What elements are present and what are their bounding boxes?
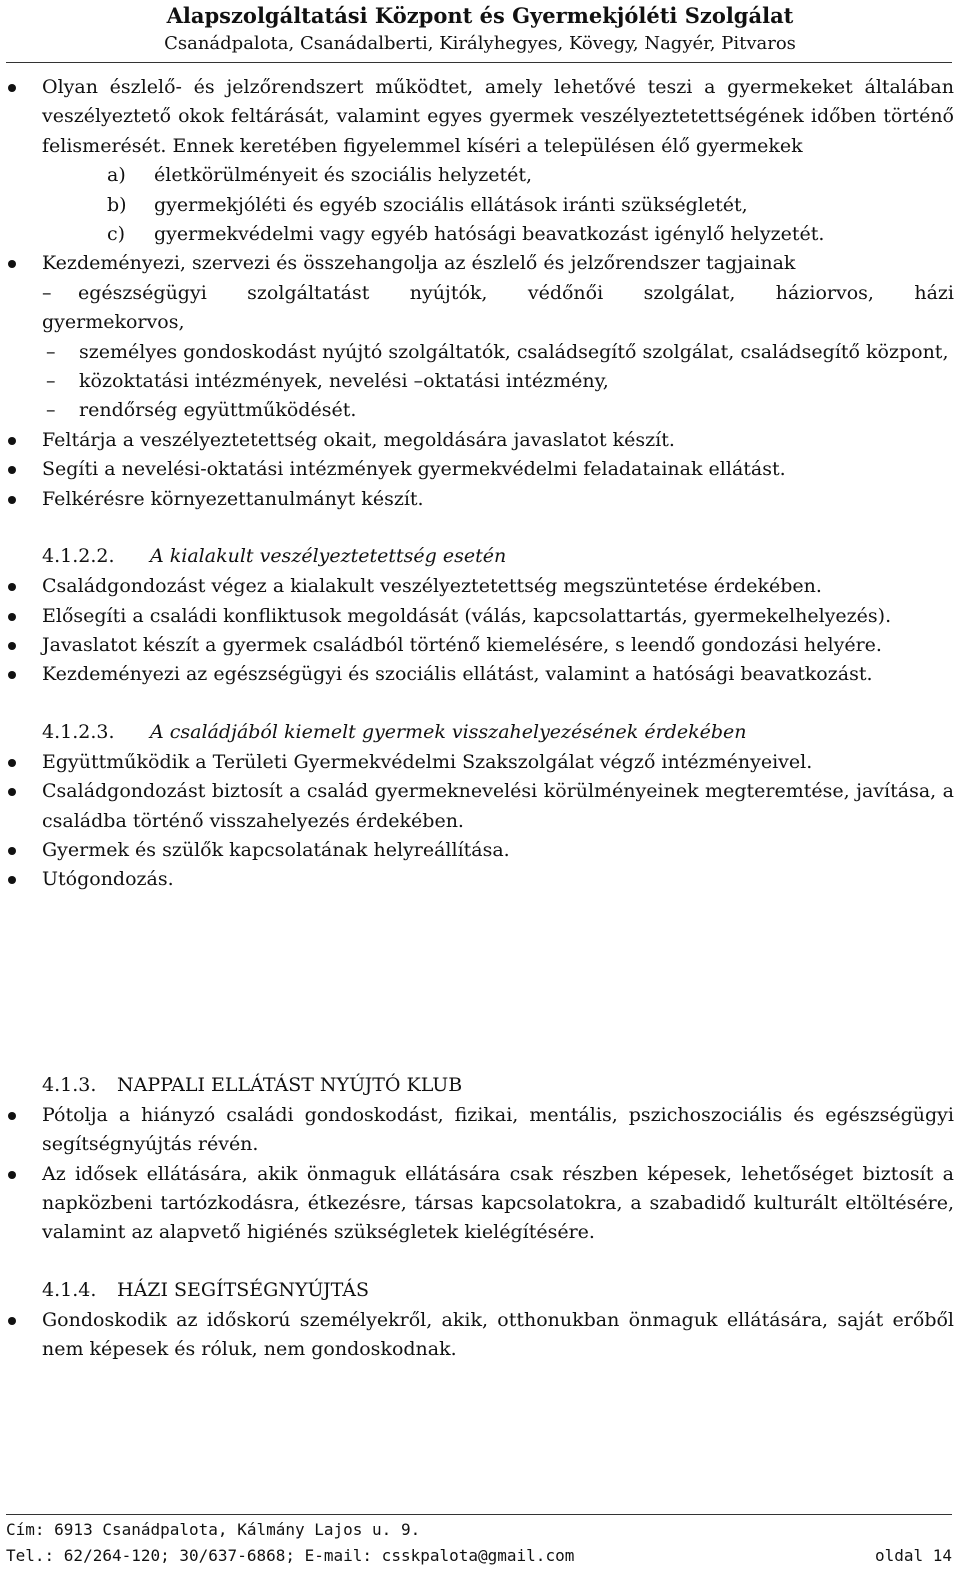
bullet-text: Felkérésre környezettanulmányt készít.: [42, 487, 424, 510]
bullet-text: Elősegíti a családi konfliktusok megoldását (válás, kapcsolattartás, gyermekelhelyezés).: [42, 604, 892, 627]
bullet-text: Együttműködik a Területi Gyermekvédelmi Szakszolgálat végző intézményeivel.: [42, 750, 813, 773]
subsection-title: A kialakult veszélyeztetettség esetén: [150, 545, 507, 568]
lettered-label: c): [107, 223, 126, 246]
bullet-text: Pótolja a hiányzó családi gondoskodást, fizikai, mentális, pszichoszociális és egészségügyi segítségnyújtás révén.: [42, 1103, 954, 1156]
bullet-item: [0, 1306, 960, 1365]
bullet-text: Családgondozást végez a kialakult veszélyeztetettség megszüntetése érdekében.: [42, 575, 822, 598]
dash-marker: –: [42, 281, 52, 304]
spacer: [0, 514, 960, 542]
footer-address: Cím: 6913 Csanádpalota, Kálmány Lajos u. 9.: [6, 1520, 421, 1539]
bullet-item: [0, 1101, 960, 1160]
bullet-text: Családgondozást biztosít a család gyermeknevelési körülményeinek megteremtése, javítása, a családba történő visszahelyezés érdekében.: [42, 780, 954, 832]
header-subtitle: Csanádpalota, Csanádalberti, Királyhegyes, Kövegy, Nagyér, Pitvaros: [164, 33, 796, 54]
bullet-item: [0, 249, 960, 278]
bullet-item: [0, 660, 960, 689]
bullet-text: Gondoskodik az időskorú személyekről, akik, otthonukban önmaguk ellátására, saját erőből nem képesek és róluk, nem gondoskodnak.: [42, 1308, 954, 1361]
section-number: 4.1.3.: [42, 1073, 97, 1096]
footer-contact: Tel.: 62/264-120; 30/637-6868; E-mail: csskpalota@gmail.com: [6, 1546, 575, 1565]
header-title: Alapszolgáltatási Központ és Gyermekjóléti Szolgálat: [166, 3, 794, 28]
section-title: HÁZI SEGÍTSÉGNYÚJTÁS: [117, 1278, 370, 1301]
document-body: [0, 73, 960, 1365]
page-number: oldal 14: [874, 1546, 952, 1565]
header-divider: [6, 62, 952, 63]
bullet-text: Segíti a nevelési-oktatási intézmények gyermekvédelmi feladatainak ellátást.: [42, 458, 786, 481]
spacer: [0, 690, 960, 718]
dash-marker: –: [46, 399, 56, 422]
section-heading: [0, 1071, 960, 1101]
bullet-text: Olyan észlelő- és jelzőrendszert működtet, amely lehetővé teszi a gyermekeket általában veszélyeztető okok feltárását, valamint egyes gyermek veszélyeztetettségének időben történő felismerését. Ennek keretében figyelemmel kíséri a településen élő gyermekek: [42, 76, 954, 157]
bullet-item: [0, 777, 960, 836]
bullet-text: Gyermek és szülők kapcsolatának helyreállítása.: [42, 838, 510, 861]
bullet-item: [0, 1160, 960, 1248]
bullet-text: Utógondozás.: [42, 868, 174, 891]
dash-text-continued: gyermekorvos,: [42, 311, 185, 334]
lettered-item: [0, 191, 960, 220]
dash-item: [0, 396, 960, 425]
bullet-item: [0, 426, 960, 455]
bullet-item: [0, 455, 960, 484]
bullet-item: [0, 748, 960, 777]
lettered-label: b): [107, 193, 127, 216]
bullet-text: Kezdeményezi, szervezi és összehangolja az észlelő és jelzőrendszer tagjainak: [42, 252, 796, 275]
bullet-item: [0, 631, 960, 660]
dash-line: [42, 279, 954, 308]
bullet-text: Feltárja a veszélyeztetettség okait, megoldására javaslatot készít.: [42, 428, 675, 451]
footer-divider: [6, 1514, 952, 1515]
subsection-heading: [0, 718, 960, 748]
bullet-text: Az idősek ellátására, akik önmaguk ellátására csak részben képesek, lehetőséget biztosít a napközbeni tartózkodásra, étkezésre, társas kapcsolatokra, a szabadidő kulturált eltöltésére, valamint az alapvető higiénés szükségletek kielégítésére.: [42, 1162, 954, 1244]
bullet-item: [0, 602, 960, 631]
lettered-text: gyermekjóléti és egyéb szociális ellátások iránti szükségletét,: [154, 193, 748, 216]
spacer: [0, 895, 960, 1071]
bullet-item: [0, 485, 960, 514]
bullet-text: Kezdeményezi az egészségügyi és szociális ellátást, valamint a hatósági beavatkozást.: [42, 663, 873, 686]
lettered-text: gyermekvédelmi vagy egyéb hatósági beavatkozást igénylő helyzetét.: [154, 223, 825, 246]
subsection-number: 4.1.2.3.: [42, 720, 115, 743]
bullet-item: [0, 836, 960, 865]
spacer: [0, 1248, 960, 1276]
subsection-title: A családjából kiemelt gyermek visszahelyezésének érdekében: [150, 720, 747, 743]
dash-marker: –: [46, 340, 56, 363]
dash-text: személyes gondoskodást nyújtó szolgáltatók, családsegítő szolgálat, családsegítő központ,: [79, 340, 949, 363]
lettered-item: [0, 220, 960, 249]
dash-text: egészségügyi szolgáltatást nyújtók, védőnői szolgálat, háziorvos, házi: [78, 281, 954, 304]
bullet-item: [0, 73, 960, 161]
lettered-text: életkörülményeit és szociális helyzetét,: [154, 164, 533, 187]
page-footer: [0, 1517, 960, 1569]
dash-text: közoktatási intézmények, nevelési –oktatási intézmény,: [79, 370, 609, 393]
bullet-item: [0, 572, 960, 601]
section-title: NAPPALI ELLÁTÁST NYÚJTÓ KLUB: [117, 1073, 463, 1096]
page-header: [0, 0, 960, 58]
subsection-heading: [0, 542, 960, 572]
bullet-text: Javaslatot készít a gyermek családból történő kiemelésére, s leendő gondozási helyére.: [42, 633, 882, 656]
lettered-item: [0, 161, 960, 190]
lettered-label: a): [107, 164, 126, 187]
section-heading: [0, 1276, 960, 1306]
dash-marker: –: [46, 370, 56, 393]
dash-item: [0, 367, 960, 396]
footer-contact-row: [0, 1543, 960, 1569]
bullet-item: [0, 865, 960, 894]
dash-item: [0, 338, 960, 367]
subsection-number: 4.1.2.2.: [42, 545, 115, 568]
dash-text: rendőrség együttműködését.: [79, 399, 357, 422]
section-number: 4.1.4.: [42, 1278, 97, 1301]
dash-item: [0, 279, 960, 338]
